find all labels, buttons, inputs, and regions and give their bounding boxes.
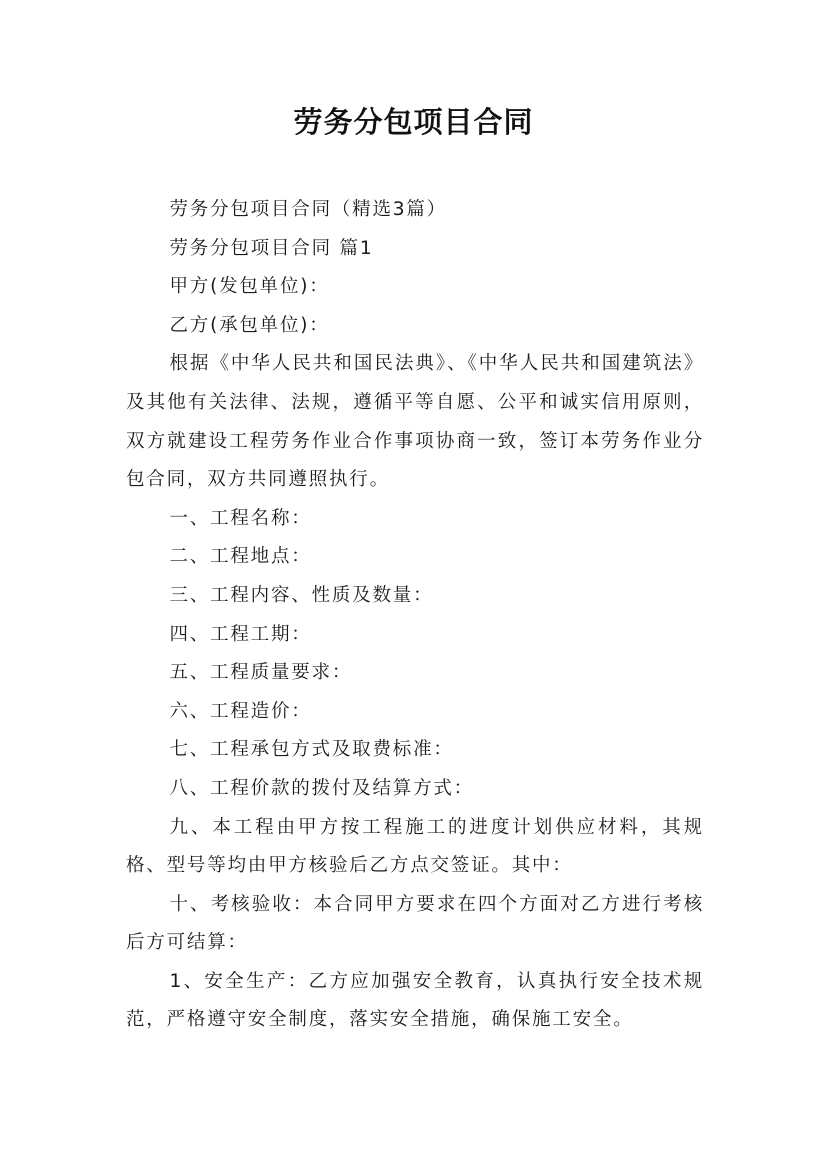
paragraph-clause-3: 三、工程内容、性质及数量： — [169, 584, 434, 606]
paragraph-section-heading: 劳务分包项目合同 篇1 — [169, 237, 374, 259]
paragraph-item-1-safety: 1、安全生产：乙方应加强安全教育，认真执行安全技术规范，严格遵守安全制度，落实安全措施，确保施工安全。 — [126, 970, 704, 1031]
paragraph-clause-9: 九、本工程由甲方按工程施工的进度计划供应材料，其规格、型号等均由甲方核验后乙方点交签证。其中： — [126, 816, 704, 877]
paragraph-clause-4: 四、工程工期： — [169, 623, 312, 645]
paragraph-clause-5: 五、工程质量要求： — [169, 662, 353, 684]
paragraph-party-a: 甲方(发包单位)： — [169, 276, 330, 298]
paragraph-clause-6: 六、工程造价： — [169, 700, 312, 722]
paragraph-clause-8: 八、工程价款的拨付及结算方式： — [169, 777, 474, 799]
paragraph-party-b: 乙方(承包单位)： — [169, 314, 330, 336]
paragraph-subtitle: 劳务分包项目合同（精选3篇） — [169, 199, 447, 220]
paragraph-clause-10: 十、考核验收：本合同甲方要求在四个方面对乙方进行考核后方可结算： — [126, 893, 704, 954]
document-title: 劳务分包项目合同 — [293, 105, 534, 139]
paragraph-clause-2: 二、工程地点： — [169, 546, 312, 568]
document-body — [126, 191, 704, 1040]
paragraph-clause-7: 七、工程承包方式及取费标准： — [169, 739, 454, 761]
paragraph-preamble: 根据《中华人民共和国民法典》、《中华人民共和国建筑法》及其他有关法律、法规，遵循平等自愿、公平和诚实信用原则，双方就建设工程劳务作业合作事项协商一致，签订本劳务作业分包合同，双方共同遵照执行。 — [126, 353, 704, 491]
paragraph-clause-1: 一、工程名称： — [169, 507, 312, 529]
